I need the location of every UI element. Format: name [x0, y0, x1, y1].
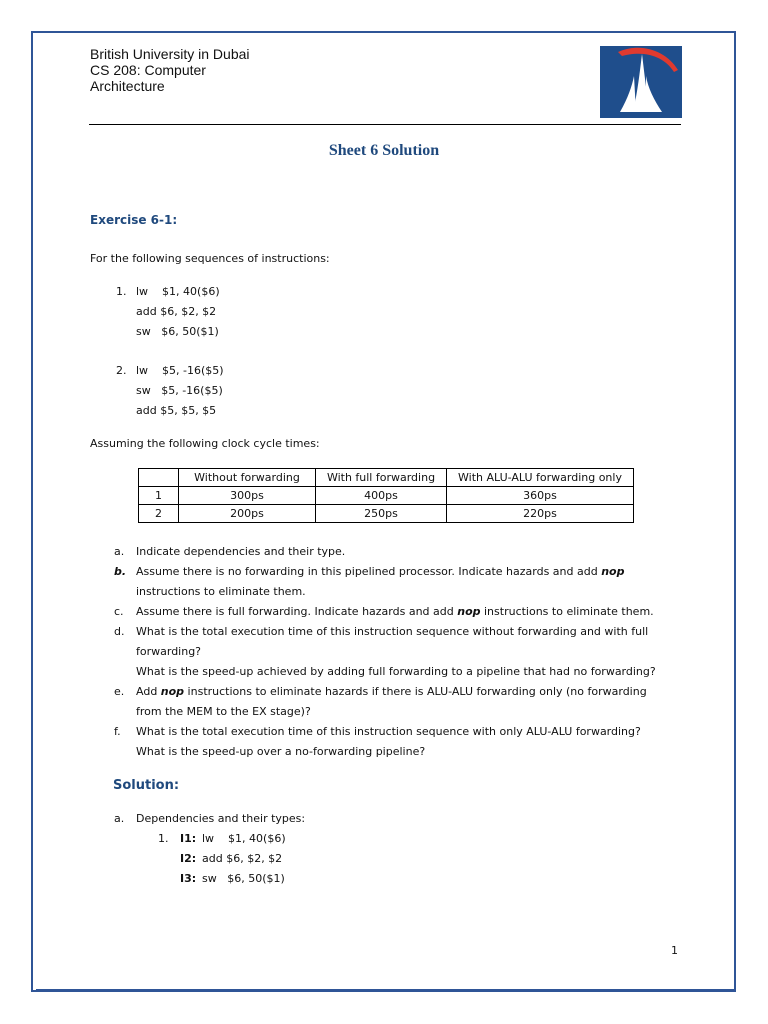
question-text: What is the total execution time of this instruction sequence with only ALU-ALU forwarding? — [136, 725, 641, 738]
table-cell: 1 — [139, 487, 179, 505]
header-course-cont: Architecture — [90, 78, 165, 94]
question-text — [136, 565, 624, 578]
solution-text: Dependencies and their types: — [136, 812, 306, 825]
header-university: British University in Dubai — [90, 46, 250, 62]
instruction-text: add $6, $2, $2 — [202, 852, 283, 865]
nop-keyword: nop — [457, 605, 481, 618]
table-header-cell: Without forwarding — [179, 469, 316, 487]
sequence-instruction: sw $6, 50($1) — [136, 325, 219, 338]
nop-keyword: nop — [160, 685, 185, 698]
table-header-cell — [139, 469, 179, 487]
header-divider — [89, 124, 681, 125]
table-cell: 360ps — [447, 487, 634, 505]
instruction-tag: I2: — [180, 852, 197, 865]
intro-text: For the following sequences of instructions: — [90, 252, 330, 265]
question-label: c. — [114, 605, 124, 618]
page-title: Sheet 6 Solution — [328, 142, 440, 159]
question-text — [136, 685, 647, 698]
solution-item-number: 1. — [158, 832, 169, 845]
question-label: b. — [114, 565, 127, 578]
university-logo — [600, 46, 682, 118]
table-header-cell: With ALU-ALU forwarding only — [447, 469, 634, 487]
page-border-bottom-rule — [36, 989, 734, 990]
table-row — [139, 505, 634, 523]
question-text: Indicate dependencies and their type. — [136, 545, 346, 558]
exercise-heading: Exercise 6-1: — [90, 213, 178, 227]
question-label: d. — [114, 625, 125, 638]
table-row — [139, 487, 634, 505]
sequence-instruction: sw $5, -16($5) — [136, 384, 223, 397]
instruction-tag: I3: — [180, 872, 197, 885]
solution-heading: Solution: — [113, 778, 180, 793]
question-text: What is the speed-up achieved by adding full forwarding to a pipeline that had no forwarding? — [136, 665, 656, 678]
question-text: instructions to eliminate them. — [136, 585, 306, 598]
question-text-part: instructions to eliminate hazards if there is ALU-ALU forwarding only (no forwarding — [184, 685, 647, 698]
question-text — [136, 605, 654, 618]
sequence-number: 2. — [116, 364, 127, 377]
page-number: 1 — [671, 944, 678, 957]
nop-keyword: nop — [601, 565, 625, 578]
question-text: from the MEM to the EX stage)? — [136, 705, 311, 718]
sequence-instruction: add $5, $5, $5 — [136, 404, 217, 417]
table-header-row — [139, 469, 634, 487]
table-cell: 300ps — [179, 487, 316, 505]
instruction-tag: I1: — [180, 832, 197, 845]
header-institution — [90, 46, 250, 94]
sequence-instruction: lw $1, 40($6) — [136, 285, 220, 298]
question-text: What is the total execution time of this instruction sequence without forwarding and with full — [136, 625, 649, 638]
instruction-text: lw $1, 40($6) — [202, 832, 286, 845]
clock-cycle-table — [138, 468, 634, 523]
sequence-instruction: lw $5, -16($5) — [136, 364, 224, 377]
table-cell: 2 — [139, 505, 179, 523]
solution-label: a. — [114, 812, 125, 825]
clock-intro-text: Assuming the following clock cycle times: — [90, 437, 320, 450]
table-cell: 400ps — [316, 487, 447, 505]
sequence-number: 1. — [116, 285, 127, 298]
question-text-part: instructions to eliminate them. — [480, 605, 654, 618]
question-text: What is the speed-up over a no-forwarding pipeline? — [136, 745, 426, 758]
question-label: e. — [114, 685, 125, 698]
question-text: forwarding? — [136, 645, 202, 658]
question-text-part: Assume there is full forwarding. Indicate hazards and add — [136, 605, 458, 618]
table-cell: 250ps — [316, 505, 447, 523]
question-label: a. — [114, 545, 125, 558]
table-cell: 220ps — [447, 505, 634, 523]
question-text-part: Add — [136, 685, 161, 698]
question-text-part: Assume there is no forwarding in this pipelined processor. Indicate hazards and add — [136, 565, 602, 578]
header-course: CS 208: Computer — [90, 62, 206, 78]
instruction-text: sw $6, 50($1) — [202, 872, 285, 885]
question-label: f. — [114, 725, 121, 738]
table-header-cell: With full forwarding — [316, 469, 447, 487]
sequence-instruction: add $6, $2, $2 — [136, 305, 217, 318]
table-cell: 200ps — [179, 505, 316, 523]
